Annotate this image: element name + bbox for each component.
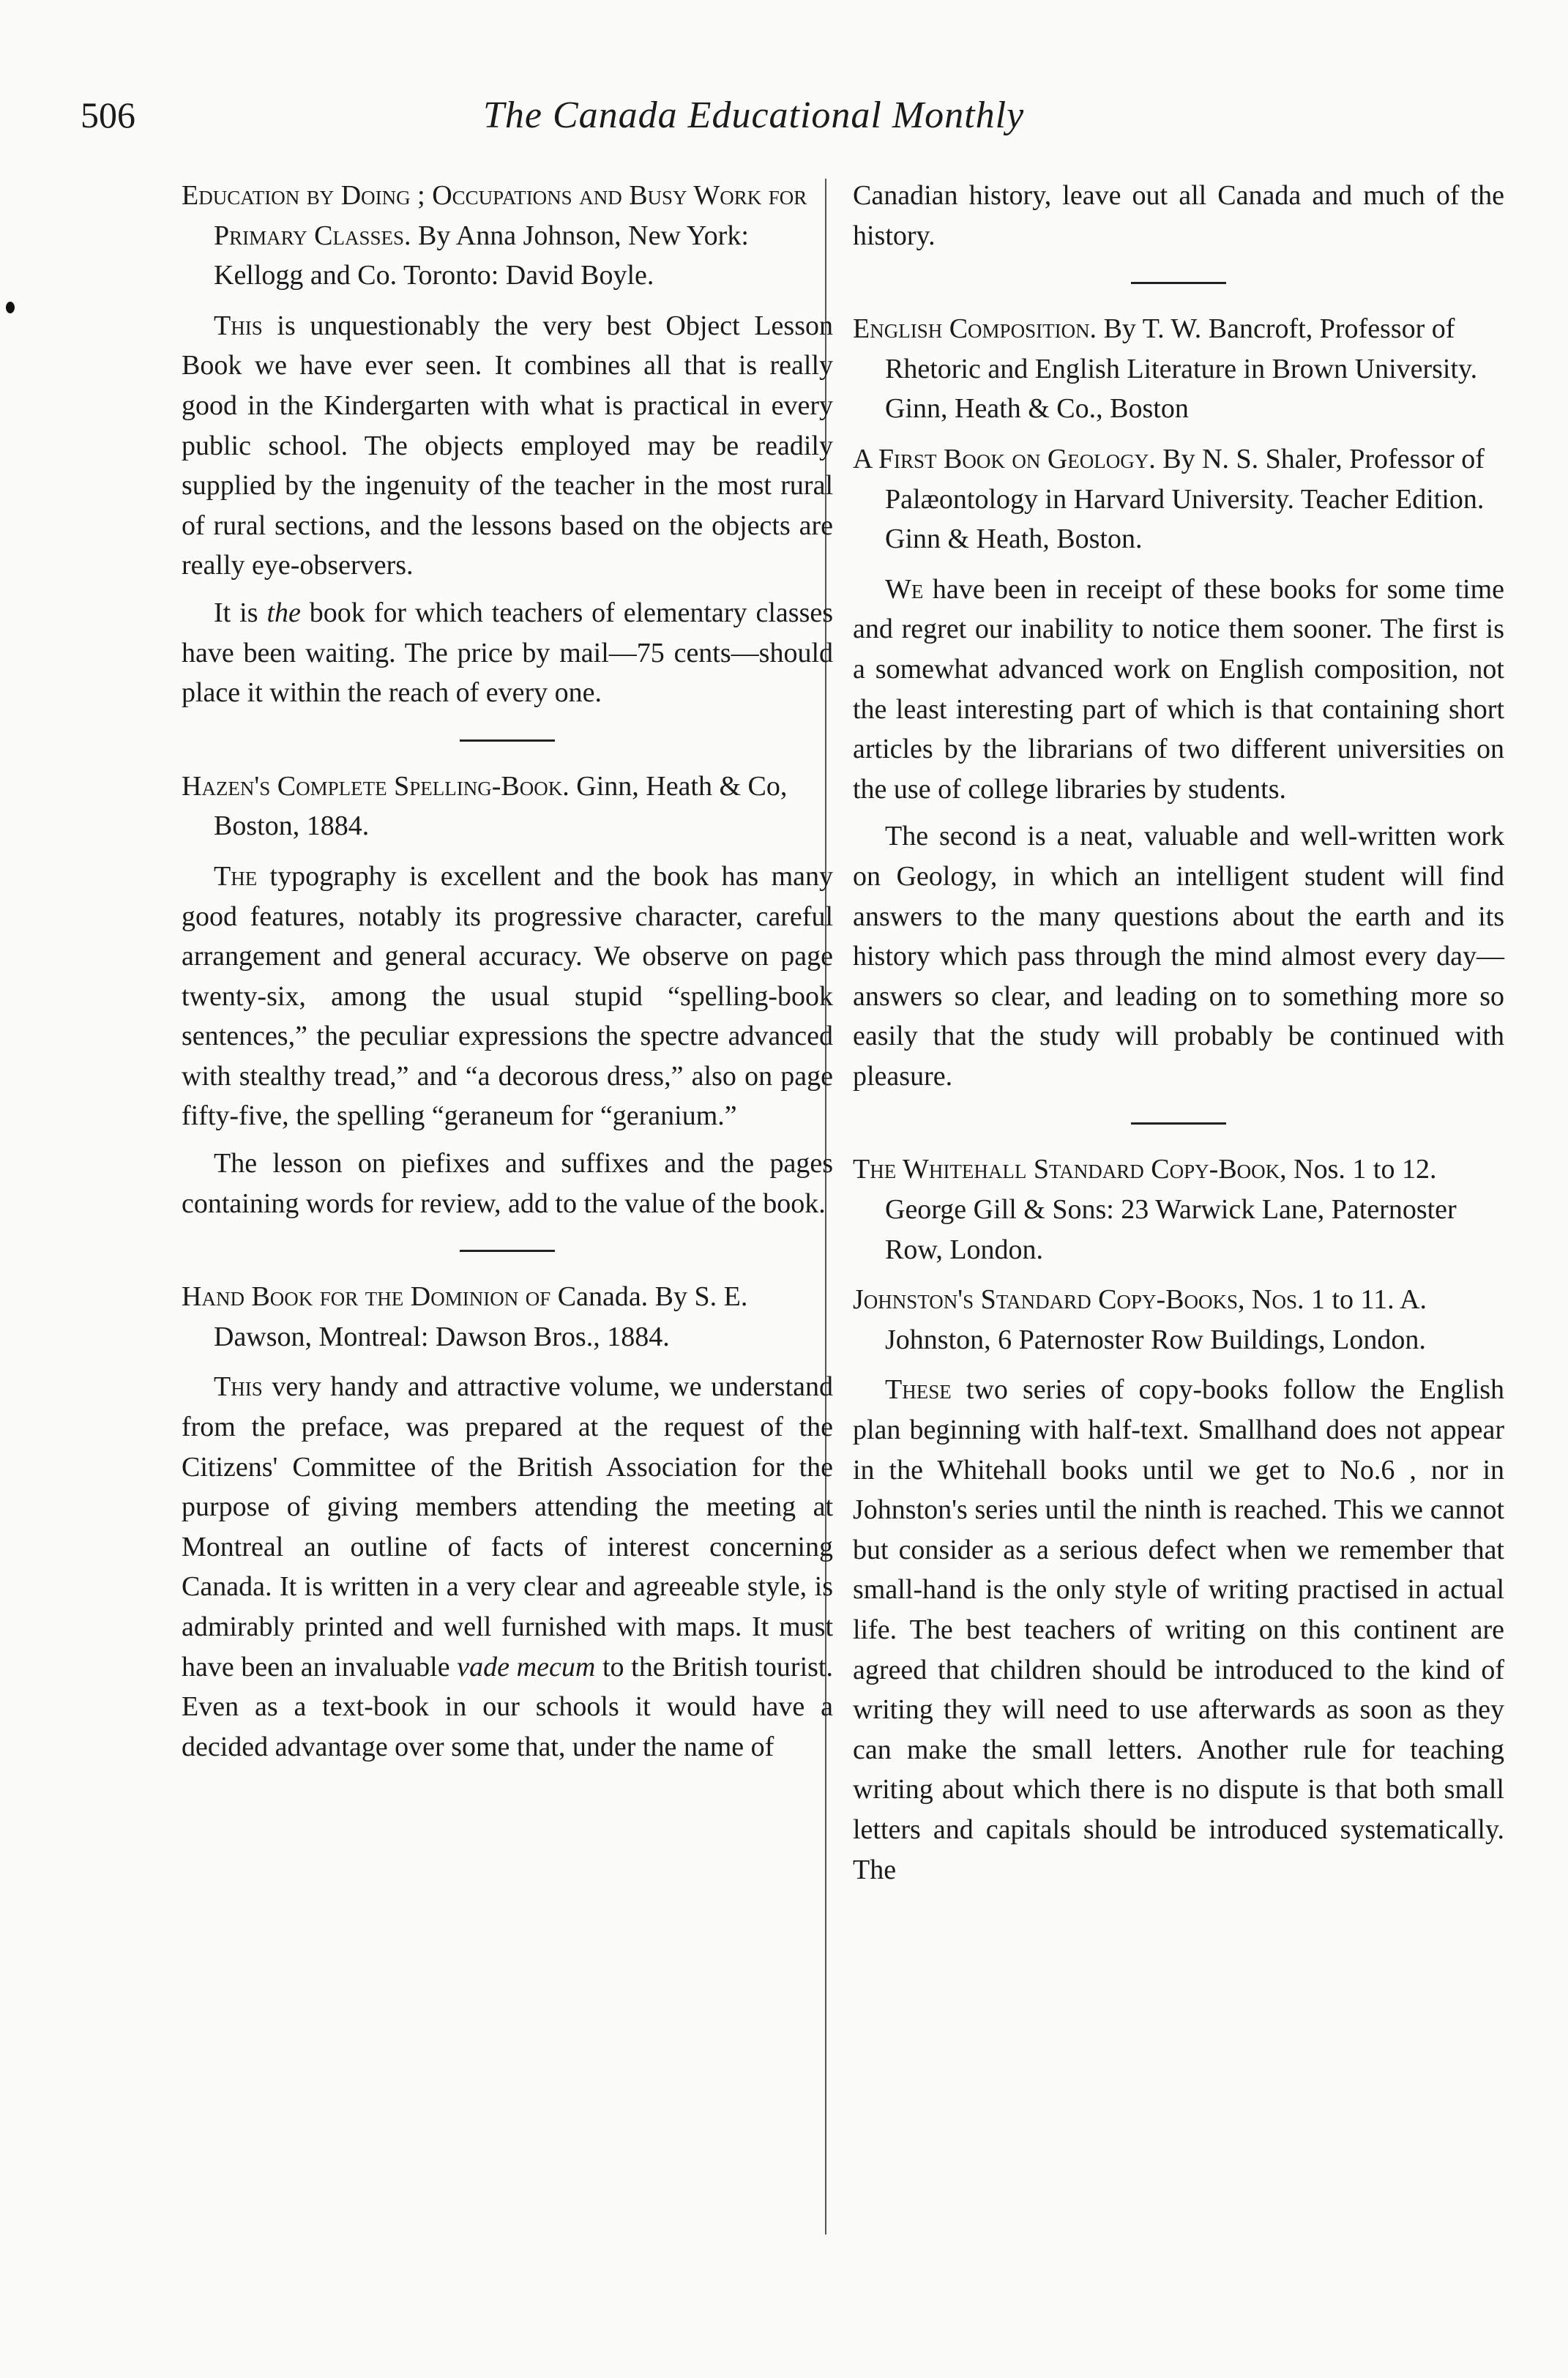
section-rule (1131, 1122, 1226, 1125)
right-column (853, 176, 1504, 1890)
section-rule (460, 1250, 555, 1252)
review-heading-english-composition: English Composition. By T. W. Bancroft, Professor of Rhetoric and English Literature in Brown University. Ginn, Heath & Co., Boston (853, 313, 1478, 425)
review-paragraph: The lesson on piefixes and suffixes and the pages containing words for review, add to the value of the book. (182, 1148, 833, 1219)
ink-dot (6, 302, 15, 313)
section-rule (460, 739, 555, 742)
review-paragraph: We have been in receipt of these books for some time and regret our inability to notice them sooner. The first is a somewhat advanced work on English composition, not the least interesting part of which is that containing short articles by the librarians of two different universities on the use of college libraries by students. (853, 573, 1504, 805)
review-paragraph: These two series of copy-books follow the English plan beginning with half-text. Smallhand does not appear in the Whitehall books until we get to No.6 , nor in Johnston's series until the ninth is reached. This we cannot but consider as a serious defect when we remember that small-hand is the only style of writing practised in actual life. The best teachers of writing on this continent are agreed that children should be introduced to the kind of writing they will need to use afterwards as soon as they can make the small letters. Another rule for teaching writing about which there is no dispute is that both small letters and capitals should be introduced systematically. The (853, 1374, 1504, 1885)
review-paragraph: The second is a neat, valuable and well-written work on Geology, in which an intelligent student will find answers to the many questions about the earth and its history which pass through the mind almost every day—answers so clear, and leading on to something more so easily that the study will probably be continued with pleasure. (853, 821, 1504, 1092)
running-title: The Canada Educational Monthly (483, 94, 1025, 136)
review-heading-hazens-spelling-book: Hazen's Complete Spelling-Book. Ginn, Heath & Co, Boston, 1884. (182, 770, 788, 842)
review-heading-johnstons-copy-books: Johnston's Standard Copy-Books, Nos. 1 to 11. A. Johnston, 6 Paternoster Row Buildings, London. (853, 1284, 1427, 1355)
review-heading-whitehall-copy-book: The Whitehall Standard Copy-Book, Nos. 1 to 12. George Gill & Sons: 23 Warwick Lane, Paternoster Row, London. (853, 1154, 1457, 1265)
review-heading-hand-book-dominion: Hand Book for the Dominion of Canada. By S. E. Dawson, Montreal: Dawson Bros., 1884. (182, 1281, 748, 1352)
page-header (81, 94, 1493, 152)
continued-paragraph: Canadian history, leave out all Canada and much of the history. (853, 180, 1504, 251)
review-heading-first-book-geology: A First Book on Geology. By N. S. Shaler, Professor of Palæontology in Harvard University. Teacher Edition. Ginn & Heath, Boston. (853, 443, 1485, 555)
section-rule (1131, 282, 1226, 284)
review-paragraph: It is the book for which teachers of elementary classes have been waiting. The price by mail—75 cents—should place it within the reach of every one. (182, 597, 834, 709)
review-paragraph: This is unquestionably the very best Object Lesson Book we have ever seen. It combines all that is really good in the Kindergarten with what is practical in every public school. The objects employed may be readily supplied by the ingenuity of the teacher in the most rural of rural sections, and the lessons based on the objects are really eye-observers. (182, 310, 833, 581)
page-number: 506 (81, 94, 135, 135)
left-column (182, 176, 833, 1767)
review-paragraph: The typography is excellent and the book has many good features, notably its progressive character, careful arrangement and general accuracy. We observe on page twenty-six, among the usual stupid “spelling-book sentences,” the peculiar expressions the spectre advanced with stealthy tread,” and “a decorous dress,” also on page fifty-five, the spelling “geraneum for “geranium.” (182, 860, 833, 1132)
review-paragraph: This very handy and attractive volume, we understand from the preface, was prepared at the request of the Citizens' Committee of the British Association for the purpose of giving members attending the meeting at Montreal an outline of facts of interest concerning Canada. It is written in a very clear and agreeable style, is admirably printed and well furnished with maps. It must have been an invaluable vade mecum to the British tourist. Even as a text-book in our schools it would have a decided advantage over some that, under the name of (182, 1371, 833, 1762)
review-heading-education-by-doing: Education by Doing ; Occupations and Busy Work for Primary Classes. By Anna Johnson, New York: Kellogg and Co. Toronto: David Boyle. (182, 180, 807, 291)
